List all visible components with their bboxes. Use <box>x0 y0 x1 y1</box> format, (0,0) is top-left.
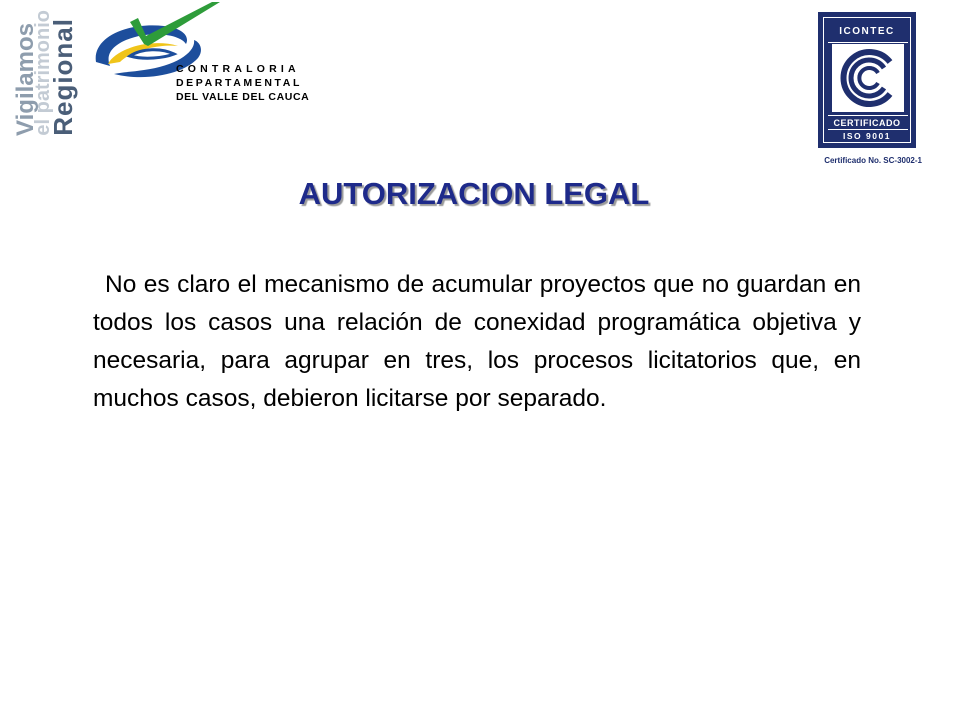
body-paragraph: No es claro el mecanismo de acumular proyectos que no guardan en todos los casos una relación de conexidad programática objetiva y necesaria, para agrupar en tres, los procesos licitatorios que, en muchos casos, debieron licitarse por separado. <box>93 271 861 412</box>
org-line-1: CONTRALORIA <box>176 63 300 75</box>
vertical-slogan <box>8 6 78 136</box>
badge-standard: ISO 9001 <box>843 131 891 141</box>
organization-name <box>176 62 309 104</box>
org-line-3: DEL VALLE DEL CAUCA <box>176 91 310 103</box>
icontec-mark-icon <box>832 44 904 112</box>
badge-brand: ICONTEC <box>839 26 895 37</box>
slogan-line-2: el patrimonio <box>32 10 54 136</box>
badge-status: CERTIFICADO <box>833 118 901 128</box>
slogan-line-1: Vigilamos <box>12 23 39 136</box>
slide-title: AUTORIZACION LEGAL <box>298 176 650 211</box>
certification-badge <box>818 12 916 148</box>
org-line-2: DEPARTAMENTAL <box>176 77 302 89</box>
slogan-line-3: Regional <box>48 18 78 136</box>
certificate-number: Certificado No. SC-3002-1 <box>824 156 922 165</box>
